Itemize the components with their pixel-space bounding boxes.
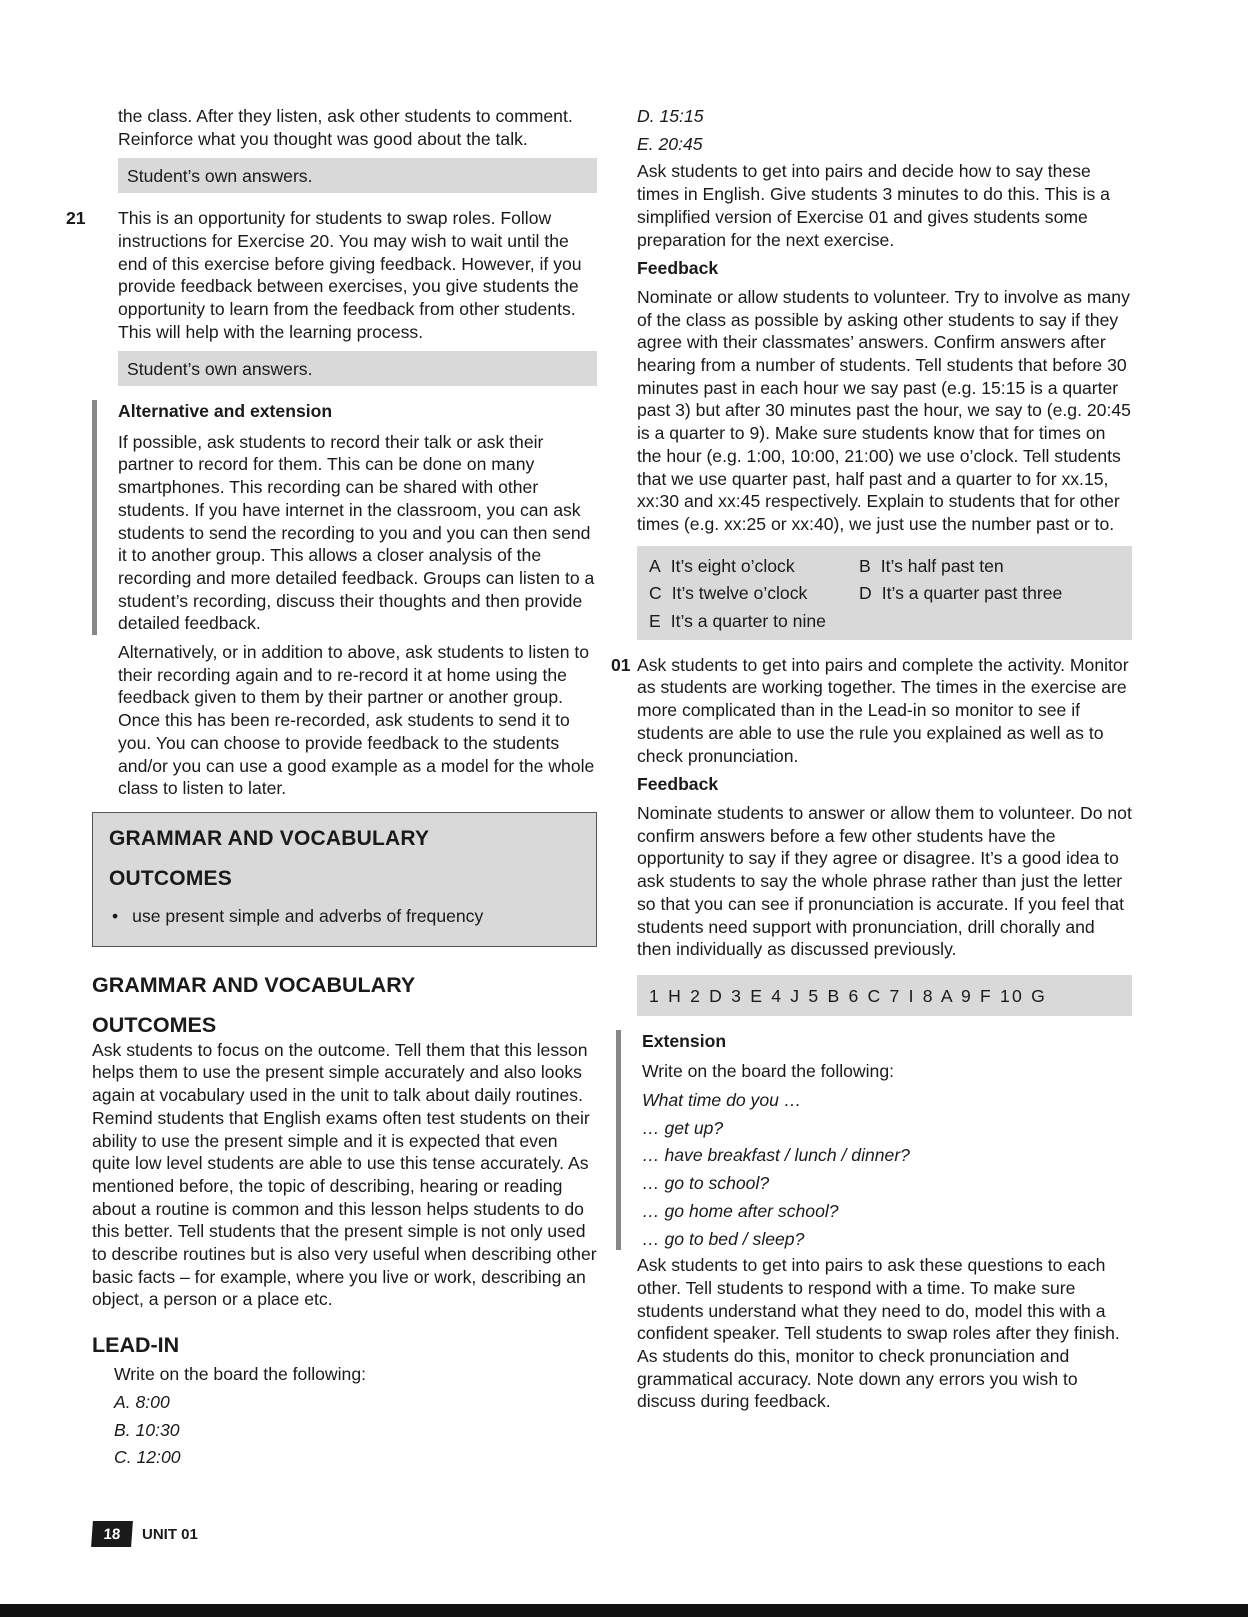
leadin-heading: LEAD-IN — [92, 1333, 180, 1358]
answer-item — [859, 555, 1099, 578]
leadin-time-item: B. 10:30 — [114, 1419, 180, 1440]
box-heading: GRAMMAR AND VOCABULARY — [109, 826, 430, 850]
answer-letter: D — [859, 583, 872, 604]
extension-item: … have breakfast / lunch / dinner? — [642, 1145, 910, 1166]
page-footer — [92, 1521, 198, 1547]
exercise-21 — [66, 207, 597, 343]
feedback-title: Feedback — [637, 774, 719, 795]
leadin-time-item: A. 8:00 — [114, 1391, 170, 1412]
answer-key-bar: 1 H 2 D 3 E 4 J 5 B 6 C 7 I 8 A 9 F 10 G — [637, 975, 1132, 1016]
exercise-21-text: This is an opportunity for students to swap roles. Follow instructions for Exercise 20. You may wish to wait until the end of this exercise before giving feedback. However, if you provide feedback between exercises, you give students the opportunity to learn from the feedback from other students. This will help with the learning process. — [118, 208, 582, 342]
extension-item: … go to bed / sleep? — [642, 1228, 805, 1249]
leadin-time-item: C. 12:00 — [114, 1447, 181, 1468]
exercise-number: 21 — [66, 208, 86, 229]
extension-question: What time do you … — [642, 1090, 802, 1111]
leadin-time-item: D. 15:15 — [637, 106, 704, 126]
extension-item: … go to school? — [642, 1173, 770, 1194]
answer-bar: Student’s own answers. — [118, 351, 597, 386]
extension-item: … go home after school? — [642, 1200, 839, 1221]
feedback-text: Nominate or allow students to volunteer. Try to involve as many of the class as possible by asking other students to say if they agree with their classmates’ answers. Confirm answers after hearing from a number of students. Tell students that before 30 minutes past in each hour we say past (e.g. 15:15 is a quarter past 3) but after 30 minutes past the hour, we say to (e.g. 20:45 is a quarter to 9). Make sure students know that for times on the hour (e.g. 1:00, 10:00, 21:00) we use o’clock. Tell students that we use quarter past, half past and a quarter to for xx.15, xx:30 and xx:45 respectively. Explain to students that for other times (e.g. xx:25 or xx:40), we just use the number past or to. — [637, 286, 1131, 534]
feedback-title: Feedback — [637, 258, 719, 279]
grammar-text: Ask students to focus on the outcome. Tell them that this lesson helps them to use the present simple accurately and also looks again at vocabulary used in the unit to talk about daily routines. Remind students that English exams often test students on their ability to use the present simple and it is expected that even quite low level students are able to use this tense accurately. As mentioned before, the topic of describing, hearing or reading about a routine is common and this lesson helps students to do this better. Tell students that the present simple is not only used to describe routines but is also very useful when describing other basic facts – for example, where you live or work, describing an object, a person or a place etc. — [92, 1039, 597, 1310]
alternative-text: Alternatively, or in addition to above, ask students to listen to their recording again and to re-record it at home using the feedback given to them by their partner or another group. Once this has been re-recorded, ask students to send it to you. You can choose to provide feedback to the students and/or you can use a good example as a model for the whole class to listen to later. — [118, 642, 595, 799]
feedback-text: Nominate students to answer or allow them to volunteer. Do not confirm answers before a few other students have the opportunity to say if they agree or disagree. It’s a good idea to ask students to say the whole phrase rather than just the letter so that you can see if pronunciation is accurate. If you feel that students need support with pronunciation, drill chorally and then individually as discussed previously. — [637, 802, 1132, 960]
alternative-extension-text: If possible, ask students to record their talk or ask their partner to record for them. This can be done on many smartphones. This recording can be shared with other students. If you have internet in the classroom, you can ask students to send the recording to you and you can then send it to another group. This allows a closer analysis of the recording and more detailed feedback. Groups can listen to a student’s recording, discuss their thoughts and then provide detailed feedback. — [118, 431, 595, 634]
answer-letter: E — [649, 611, 661, 632]
right-column — [611, 105, 1132, 1413]
answer-letter: B — [859, 555, 871, 576]
section-heading: GRAMMAR AND VOCABULARY — [92, 972, 416, 997]
bullet-mark: • — [112, 905, 119, 926]
extension-item: … get up? — [642, 1117, 724, 1138]
extension-block — [616, 1030, 1132, 1251]
answer-bar: Student’s own answers. — [118, 158, 597, 193]
extension-text: Write on the board the following: — [642, 1061, 894, 1082]
leadin-time-item: E. 20:45 — [637, 133, 703, 154]
leadin-text: Write on the board the following: — [114, 1364, 366, 1385]
answer-text: It’s twelve o’clock — [671, 583, 808, 604]
final-text: Ask students to get into pairs to ask these questions to each other. Tell students to respond with a time. To make sure students understand what they need to do, model this with a confident speaker. Tell students to swap roles after they finish. As students do this, monitor to check pronunciation and grammatical accuracy. Note down any errors you wish to discuss during feedback. — [637, 1255, 1120, 1412]
exercise-01 — [611, 654, 1132, 768]
box-subheading: OUTCOMES — [109, 866, 232, 890]
answer-item — [649, 555, 859, 578]
answer-text: It’s a quarter past three — [881, 583, 1063, 604]
extension-title: Extension — [642, 1030, 727, 1051]
exercise-01-text: Ask students to get into pairs and complete the activity. Monitor as students are working together. The times in the exercise are more complicated than in the Lead-in so monitor to see if students are able to use the rule you explained as well as to check pronunciation. — [637, 654, 1129, 766]
outcomes-box — [92, 812, 597, 947]
answer-item — [649, 610, 859, 633]
answer-letter: A — [649, 555, 661, 576]
exercise-number: 01 — [611, 654, 631, 675]
intro-text: the class. After they listen, ask other students to comment. Reinforce what you thought was good about the talk. — [118, 106, 573, 149]
times-answers-box — [637, 546, 1132, 640]
answer-item — [649, 582, 859, 605]
bullet-text: use present simple and adverbs of frequency — [132, 905, 484, 926]
alternative-extension-block — [92, 400, 597, 635]
outcome-bullet — [109, 905, 580, 928]
section-subheading: OUTCOMES — [92, 1012, 217, 1037]
left-column — [66, 105, 597, 1474]
alternative-extension-title: Alternative and extension — [118, 401, 333, 422]
page-number: 18 — [91, 1521, 133, 1547]
unit-label: UNIT 01 — [142, 1525, 198, 1543]
answer-text: It’s eight o’clock — [670, 555, 795, 576]
answer-text: It’s a quarter to nine — [670, 611, 826, 632]
bottom-rule — [0, 1604, 1248, 1617]
answer-letter: C — [649, 583, 662, 604]
answer-item — [859, 582, 1099, 605]
answer-text: It’s half past ten — [880, 555, 1004, 576]
leadin-instructions: Ask students to get into pairs and decide how to say these times in English. Give students 3 minutes to do this. This is a simplified version of Exercise 01 and gives students some preparation for the next exercise. — [637, 161, 1110, 250]
